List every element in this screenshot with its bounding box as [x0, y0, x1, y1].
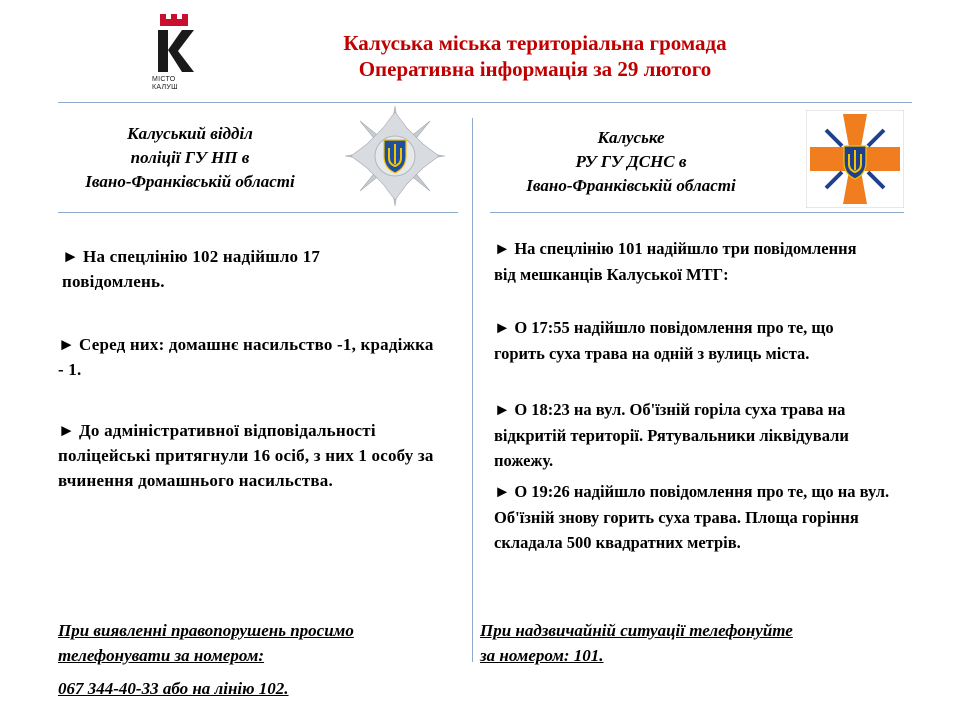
police-heading-line1: Калуський відділ — [127, 124, 253, 143]
right-heading-divider — [490, 212, 904, 213]
arrow-icon: ► — [494, 239, 511, 258]
rescue-item-4-text: О 19:26 надійшло повідомлення про те, що на вул. Об'їзній знову горить суха трава. Площа горіння складала 500 квадратних метрів. — [494, 482, 890, 553]
rescue-department-heading — [486, 126, 776, 198]
header-divider — [58, 102, 912, 103]
rescue-item-2 — [494, 315, 874, 366]
rescue-cross-emblem-icon — [806, 110, 904, 208]
logo-caption — [152, 76, 200, 92]
police-footer-phone: 067 344-40-33 або на лінію 102. — [58, 679, 289, 698]
police-star-emblem-icon — [342, 104, 448, 208]
police-footer-line1: При виявленні правопорушень просимо — [58, 621, 354, 640]
police-item-2 — [58, 332, 438, 382]
rescue-contact-footer — [480, 618, 900, 668]
police-item-2-text: Серед них: домашнє насильство -1, крадіжка - 1. — [58, 335, 434, 379]
arrow-icon: ► — [494, 318, 511, 337]
logo-caption-line2: КАЛУШ — [152, 84, 178, 91]
arrow-icon: ► — [62, 247, 80, 266]
police-heading-line2: поліції ГУ НП в — [130, 148, 250, 167]
rescue-item-2-text: О 17:55 надійшло повідомлення про те, що горить суха трава на одній з вулиць міста. — [494, 318, 834, 363]
rescue-item-3 — [494, 397, 874, 474]
arrow-icon: ► — [58, 335, 76, 354]
rescue-footer-line1: При надзвичайній ситуації телефонуйте — [480, 621, 793, 640]
arrow-icon: ► — [58, 421, 76, 440]
rescue-heading-line3: Івано-Франківській області — [526, 176, 736, 195]
logo-caption-line1: МІСТО — [152, 76, 176, 83]
arrow-icon: ► — [494, 400, 511, 419]
police-item-3 — [58, 418, 450, 493]
rescue-item-4 — [494, 479, 890, 556]
page-title — [250, 30, 820, 82]
rescue-item-1-text: На спецлінію 101 надійшло три повідомлення від мешканців Калуської МТГ: — [494, 239, 857, 284]
police-contact-footer — [58, 618, 458, 701]
rescue-item-3-text: О 18:23 на вул. Об'їзній горіла суха трава на відкритій території. Рятувальники ліквідували пожежу. — [494, 400, 849, 471]
police-footer-line2: телефонувати за номером: — [58, 646, 265, 665]
police-department-heading — [50, 122, 330, 194]
police-item-1-text: На спецлінію 102 надійшло 17 повідомлень. — [62, 247, 321, 291]
rescue-heading-line1: Калуське — [597, 128, 665, 147]
arrow-icon: ► — [494, 482, 511, 501]
rescue-heading-line2: РУ ГУ ДСНС в — [575, 152, 687, 171]
title-line1: Калуська міська територіальна громада — [343, 31, 727, 55]
title-line2: Оперативна інформація за 29 лютого — [358, 57, 712, 81]
rescue-footer-line2: за номером: 101. — [480, 646, 604, 665]
column-divider — [472, 118, 473, 662]
rescue-item-1 — [494, 236, 864, 287]
police-item-1 — [62, 244, 392, 294]
police-item-3-text: До адміністративної відповідальності поліцейські притягнули 16 осіб, з них 1 особу за вчинення домашнього насильства. — [58, 421, 434, 490]
left-heading-divider — [58, 212, 458, 213]
police-heading-line3: Івано-Франківській області — [85, 172, 295, 191]
